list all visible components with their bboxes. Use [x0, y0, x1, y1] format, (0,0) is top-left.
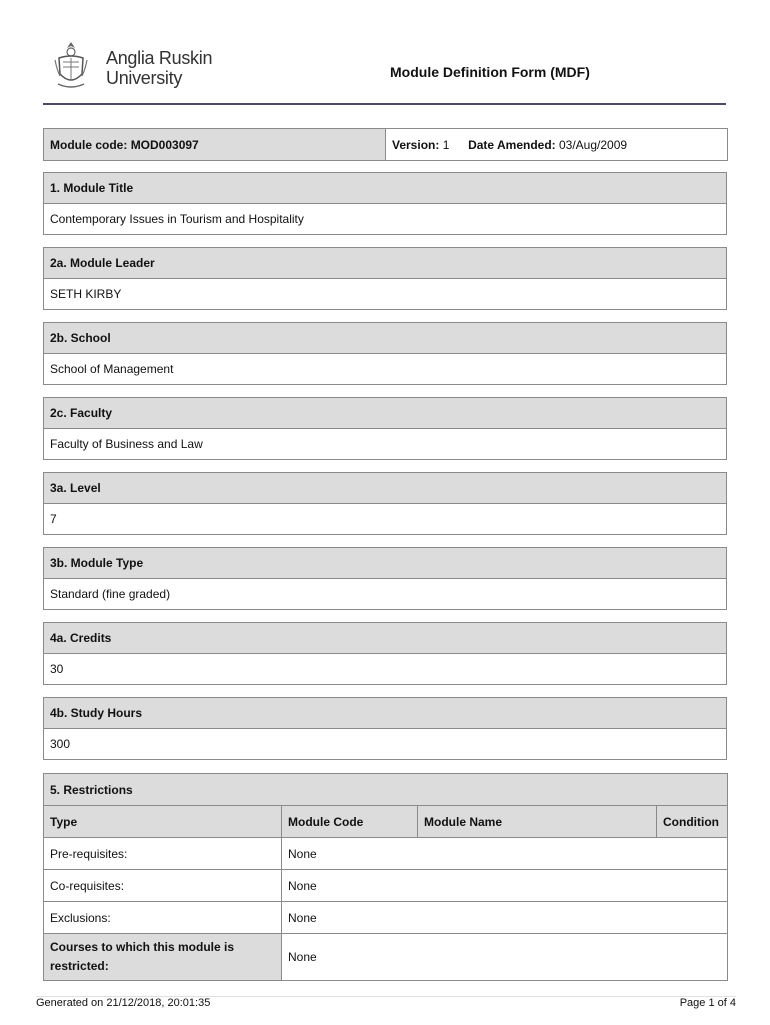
form-title: Module Definition Form (MDF)	[390, 64, 590, 80]
date-amended-value: 03/Aug/2009	[559, 137, 628, 152]
section-heading: 2b. School	[44, 323, 727, 354]
date-amended-label: Date Amended:	[468, 137, 556, 152]
module-code-value: MOD003097	[130, 137, 199, 152]
section-value: 300	[44, 729, 727, 760]
section-value: School of Management	[44, 354, 727, 385]
module-code-cell	[44, 129, 386, 161]
section-module-type	[43, 547, 727, 610]
restriction-code: None	[282, 838, 728, 870]
restriction-code: None	[282, 902, 728, 934]
restriction-code: None	[282, 870, 728, 902]
logo-text-line2: University	[106, 68, 183, 88]
section-heading: 3b. Module Type	[44, 548, 727, 579]
section-credits	[43, 622, 727, 685]
section-module-title	[43, 172, 727, 235]
logo-text-line1: Anglia Ruskin	[106, 48, 213, 68]
module-code-label: Module code:	[50, 137, 128, 152]
column-header-module-name: Module Name	[418, 806, 657, 838]
page-number: Page 1 of 4	[679, 997, 736, 1009]
restriction-type: Courses to which this module is restricted:	[44, 934, 282, 981]
module-meta-table	[43, 128, 728, 161]
restriction-type: Co-requisites:	[44, 870, 282, 902]
section-value: 30	[44, 654, 727, 685]
page-footer	[36, 996, 736, 1025]
version-cell	[386, 129, 728, 161]
section-value: 7	[44, 504, 727, 535]
section-value: Contemporary Issues in Tourism and Hospitality	[44, 204, 727, 235]
table-row	[44, 870, 728, 902]
table-row	[44, 838, 728, 870]
page-header	[44, 38, 726, 98]
header-divider	[43, 103, 726, 105]
restrictions-heading: 5. Restrictions	[44, 774, 728, 806]
table-row	[44, 934, 728, 981]
restriction-type: Pre-requisites:	[44, 838, 282, 870]
column-header-type: Type	[44, 806, 282, 838]
restriction-type: Exclusions:	[44, 902, 282, 934]
restrictions-table	[43, 773, 728, 981]
version-value: 1	[442, 137, 450, 152]
section-heading: 2c. Faculty	[44, 398, 727, 429]
restriction-code: None	[282, 934, 728, 981]
section-study-hours	[43, 697, 727, 760]
version-label: Version:	[392, 137, 440, 152]
table-row	[44, 902, 728, 934]
section-heading: 3a. Level	[44, 473, 727, 504]
section-heading: 4a. Credits	[44, 623, 727, 654]
section-heading: 4b. Study Hours	[44, 698, 727, 729]
section-value: Faculty of Business and Law	[44, 429, 727, 460]
section-level	[43, 472, 727, 535]
section-value: Standard (fine graded)	[44, 579, 727, 610]
column-header-module-code: Module Code	[282, 806, 418, 838]
section-value: SETH KIRBY	[44, 279, 727, 310]
university-crest-icon	[54, 40, 88, 90]
section-module-leader	[43, 247, 727, 310]
section-school	[43, 322, 727, 385]
generated-timestamp: Generated on 21/12/2018, 20:01:35	[36, 997, 211, 1009]
section-heading: 1. Module Title	[44, 173, 727, 204]
section-faculty	[43, 397, 727, 460]
column-header-condition: Condition	[657, 806, 728, 838]
section-heading: 2a. Module Leader	[44, 248, 727, 279]
